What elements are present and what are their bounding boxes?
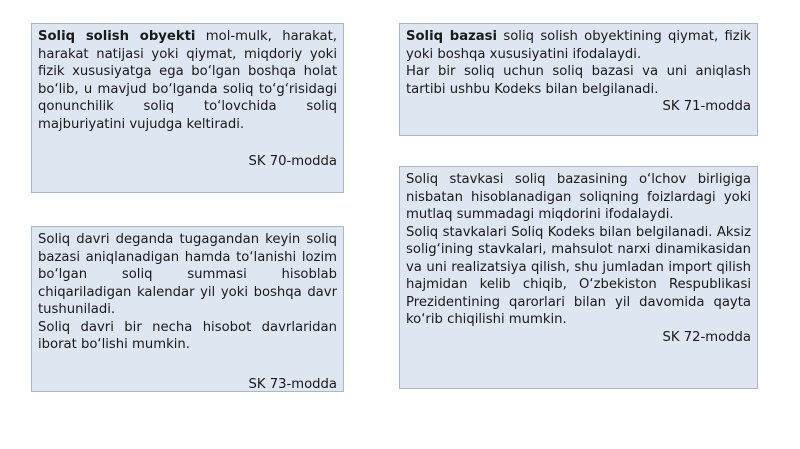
definition-text: Soliq stavkasi soliq bazasining o‘lchov birligiga nisbatan hisoblanadigan soliqning foizlardagi yoki mutlaq summadagi miqdorini ifodalaydi.	[406, 172, 751, 222]
article-reference: SK 70-modda	[248, 154, 337, 169]
definition-card-article-73	[31, 226, 344, 392]
definition-text-2: Soliq stavkalari Soliq Kodeks bilan belgilanadi. Aksiz solig‘ining stavkalari, mahsulot narxi dinamikasidan va uni realizatsiya qilish, shu jumladan import qilish hajmidan kelib chiqib, O‘zbekiston Respublikasi Prezidentining qarorlari bilan yil davomida qayta ko‘rib chiqilishi mumkin.	[406, 224, 751, 327]
article-reference: SK 71-modda	[662, 99, 751, 114]
definition-text: Soliq davri deganda tugagandan keyin soliq bazasi aniqlanadigan hamda to‘lanishi lozim bo‘lgan soliq summasi hisoblab chiqariladigan kalendar yil yoki boshqa davr tushuniladi.	[38, 232, 337, 317]
article-reference: SK 73-modda	[248, 376, 337, 392]
definition-card-article-72	[399, 166, 758, 389]
definition-card-article-70	[31, 23, 344, 193]
definition-card-article-71	[399, 23, 758, 136]
definition-text-2: Har bir soliq uchun soliq bazasi va uni aniqlash tartibi ushbu Kodeks bilan belgilanadi.	[406, 64, 751, 97]
term-title: Soliq bazasi	[406, 29, 498, 44]
card-body	[406, 28, 751, 63]
definition-text: soliq solish obyektining qiymat, fizik yoki boshqa xususiyatini ifodalaydi.	[406, 29, 751, 62]
article-reference: SK 72-modda	[662, 329, 751, 345]
definition-text: mol-mulk, harakat, harakat natijasi yoki qiymat, miqdoriy yoki fizik xususiyatga ega bo‘lgan boshqa holat bo‘lib, u mavjud bo‘lganda soliq to‘g‘risidagi qonunchilik soliq to‘lovchida soliq majburiyatini vujudga keltiradi.	[38, 29, 337, 132]
card-body	[38, 28, 337, 133]
definition-text-2: Soliq davri bir necha hisobot davrlaridan iborat bo‘lishi mumkin.	[38, 319, 337, 352]
term-title: Soliq solish obyekti	[38, 29, 196, 44]
